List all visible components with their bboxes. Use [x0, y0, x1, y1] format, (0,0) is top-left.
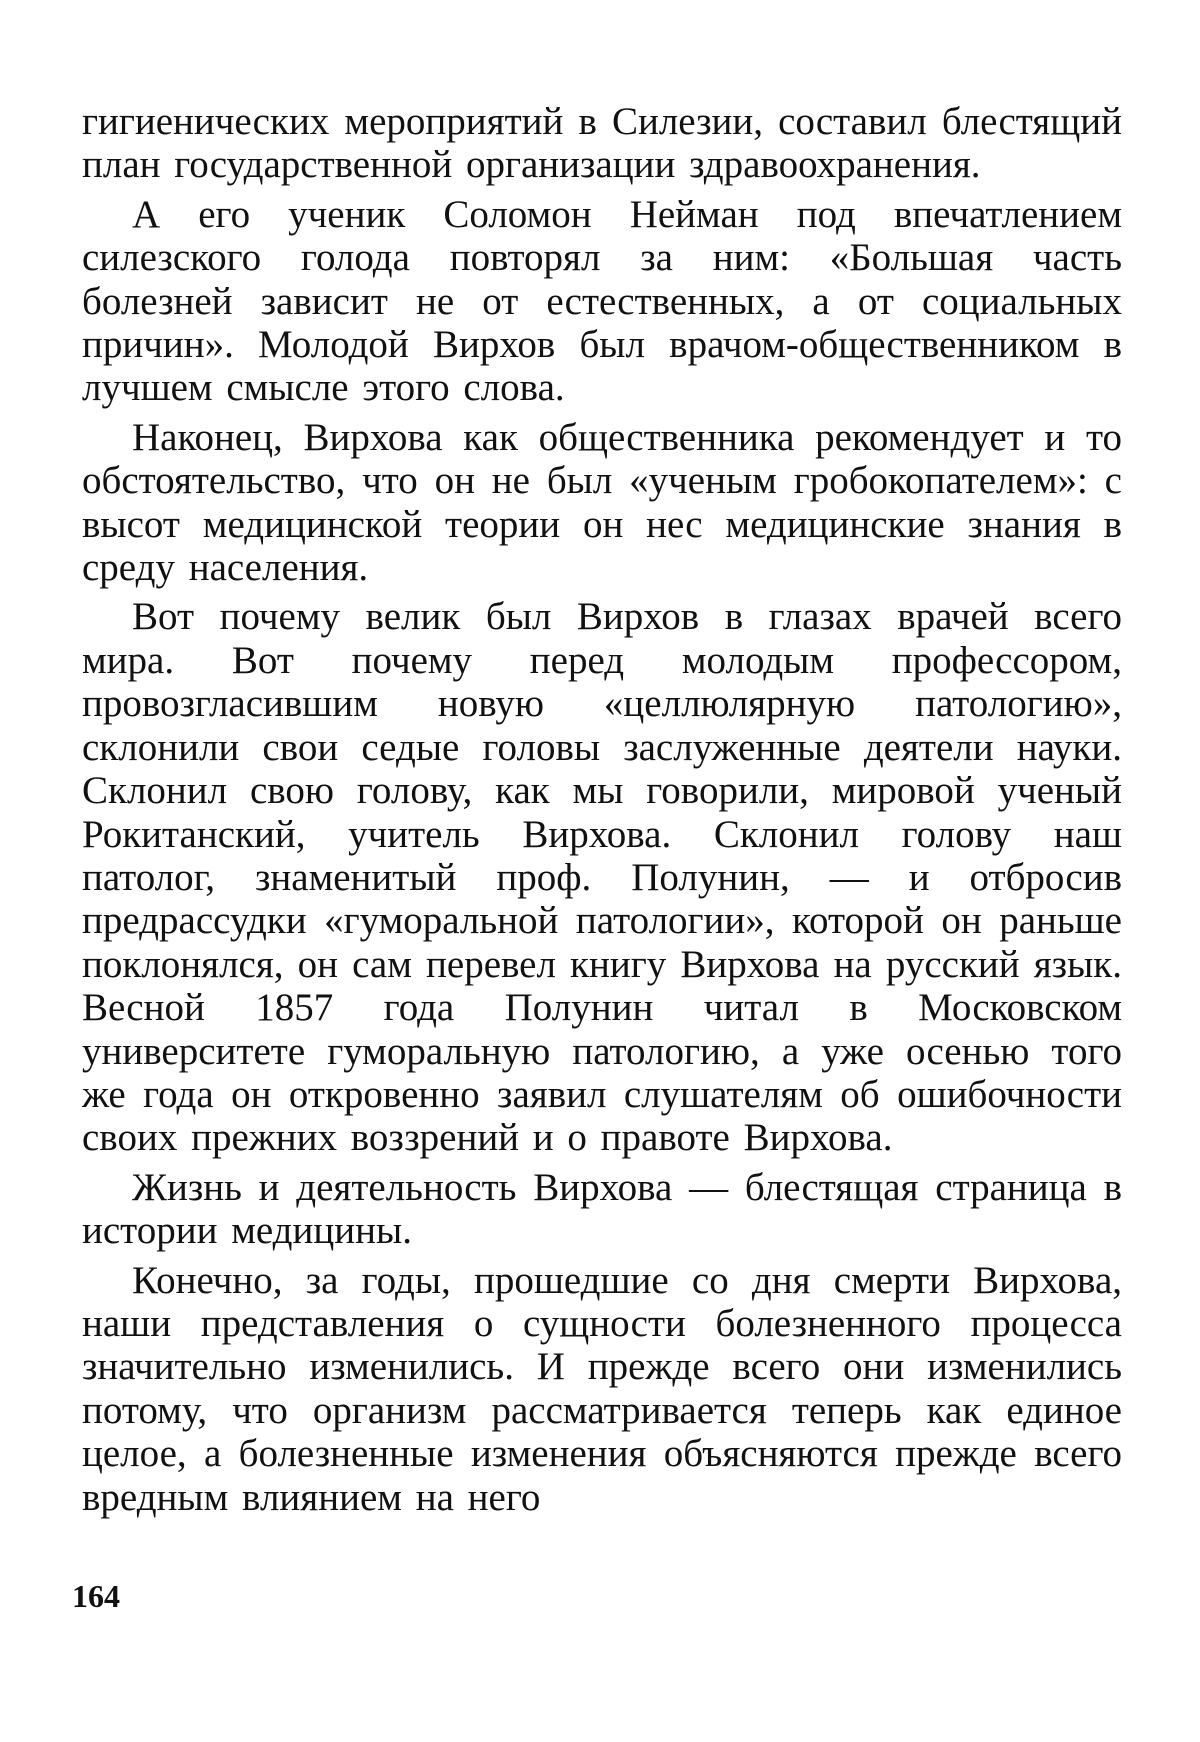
paragraph-4: Вот почему велик был Вирхов в глазах врачей всего мира. Вот почему перед молодым профессором, провозгласившим новую «целлюлярную патологию», склонили свои седые головы заслуженные деятели науки. Склонил свою голову, как мы говорили, мировой ученый Рокитанский, учитель Вирхова. Склонил голову наш патолог, знаменитый проф. Полунин, — и отбросив предрассудки «гуморальной патологии», которой он раньше поклонялся, он сам перевел книгу Вирхова на русский язык. Весной 1857 года Полунин читал в Московском университете гуморальную патологию, а уже осенью того же года он откровенно заявил слушателям об ошибочности своих прежних воззрений и о правоте Вирхова.: [82, 595, 1122, 1160]
paragraph-6: Конечно, за годы, прошедшие со дня смерти Вирхова, наши представления о сущности болезненного процесса значительно изменились. И прежде всего они изменились потому, что организм рассматривается теперь как единое целое, а болезненные изменения объясняются прежде всего вредным влиянием на него: [82, 1258, 1122, 1519]
paragraph-5: Жизнь и деятельность Вирхова — блестящая страница в истории медицины.: [82, 1165, 1122, 1253]
paragraph-3: Наконец, Вирхова как общественника рекомендует и то обстоятельство, что он не был «ученым гробокопателем»: с высот медицинской теории он нес медицинские знания в среду населения.: [82, 415, 1122, 590]
paragraph-2: А его ученик Соломон Нейман под впечатлением силезского голода повторял за ним: «Большая часть болезней зависит не от естественных, а от социальных причин». Молодой Вирхов был врачом-общественником в лучшем смысле этого слова.: [82, 192, 1122, 410]
page-body: [82, 100, 1122, 1660]
page-number: 164: [72, 1578, 120, 1614]
paragraph-1: гигиенических мероприятий в Силезии, составил блестящий план государственной организации здравоохранения.: [82, 100, 1122, 187]
